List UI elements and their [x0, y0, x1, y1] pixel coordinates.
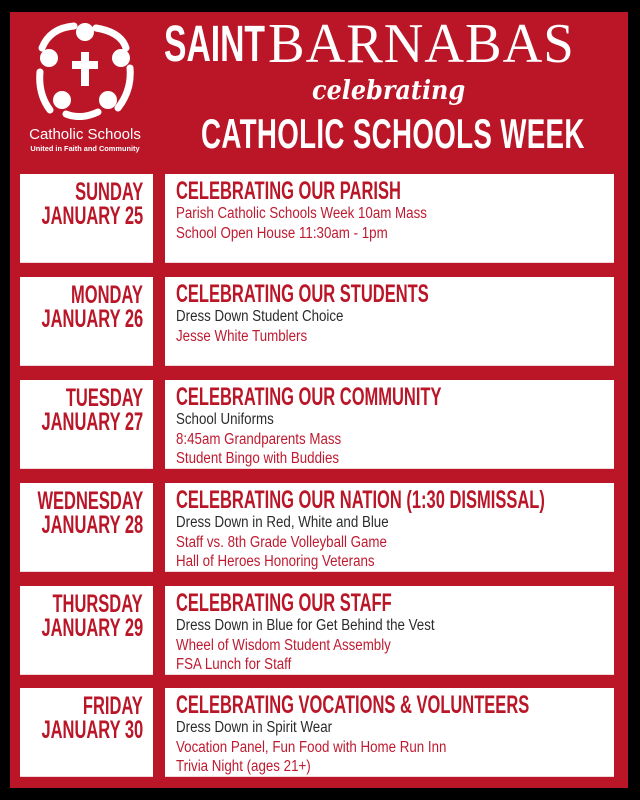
schedule-row [20, 277, 614, 366]
event-box [165, 174, 614, 263]
day-box [20, 586, 153, 675]
catholic-schools-logo [20, 20, 150, 160]
event-line: Wheel of Wisdom Student Assembly [176, 636, 391, 654]
event-line: Jesse White Tumblers [176, 327, 308, 345]
logo-name: Catholic Schools [29, 126, 141, 143]
date-label: JANUARY 29 [41, 614, 143, 642]
schedule-row [20, 174, 614, 263]
title-saint: SAINT [164, 15, 265, 72]
event-title: CATHOLIC SCHOOLS WEEK [201, 110, 585, 157]
date-label: JANUARY 26 [41, 305, 143, 333]
event-line: Dress Down in Blue for Get Behind the Vest [176, 617, 435, 634]
event-heading: CELEBRATING OUR COMMUNITY [176, 383, 442, 411]
event-box [165, 277, 614, 366]
event-heading: CELEBRATING OUR STAFF [176, 589, 392, 617]
page-title [164, 13, 614, 75]
schedule-row [20, 483, 614, 572]
event-heading: CELEBRATING VOCATIONS & VOLUNTEERS [176, 691, 530, 719]
event-line: Vocation Panel, Fun Food with Home Run Inn [176, 738, 447, 756]
event-heading: CELEBRATING OUR PARISH [176, 177, 401, 205]
event-line: Hall of Heroes Honoring Veterans [176, 553, 375, 570]
schedule-row [20, 586, 614, 675]
title-barnabas: BARNABAS [268, 13, 575, 75]
day-label: WEDNESDAY [37, 487, 143, 515]
date-label: JANUARY 25 [41, 202, 143, 230]
event-box [165, 483, 614, 572]
day-box [20, 380, 153, 469]
catholic-schools-logo-icon [36, 20, 134, 120]
event-line: School Open House 11:30am - 1pm [176, 224, 388, 242]
event-line: Staff vs. 8th Grade Volleyball Game [176, 533, 387, 551]
day-label: SUNDAY [74, 178, 143, 206]
day-box [20, 277, 153, 366]
event-line: Student Bingo with Buddies [176, 450, 340, 467]
event-line: 8:45am Grandparents Mass [176, 430, 342, 448]
date-label: JANUARY 28 [41, 511, 143, 539]
date-label: JANUARY 30 [41, 716, 143, 744]
event-line: School Uniforms [176, 411, 274, 428]
day-label: THURSDAY [52, 590, 143, 618]
day-label: TUESDAY [65, 384, 143, 412]
schedule-row [20, 688, 614, 777]
day-label: FRIDAY [83, 692, 143, 720]
event-line: Trivia Night (ages 21+) [176, 758, 311, 775]
event-heading: CELEBRATING OUR NATION (1:30 DISMISSAL) [176, 486, 545, 514]
schedule-row [20, 380, 614, 469]
day-box [20, 174, 153, 263]
event-line: Dress Down in Spirit Wear [176, 719, 333, 736]
logo-tagline: United in Faith and Community [30, 144, 140, 153]
subtitle: celebrating [312, 76, 466, 106]
event-line: FSA Lunch for Staff [176, 656, 292, 673]
event-line: Parish Catholic Schools Week 10am Mass [176, 205, 427, 222]
event-line: Dress Down in Red, White and Blue [176, 514, 389, 531]
event-box [165, 586, 614, 675]
date-label: JANUARY 27 [41, 408, 143, 436]
event-box [165, 380, 614, 469]
day-box [20, 483, 153, 572]
day-label: MONDAY [71, 281, 143, 309]
event-box [165, 688, 614, 777]
day-box [20, 688, 153, 777]
event-line: Dress Down Student Choice [176, 308, 344, 325]
event-heading: CELEBRATING OUR STUDENTS [176, 280, 429, 308]
